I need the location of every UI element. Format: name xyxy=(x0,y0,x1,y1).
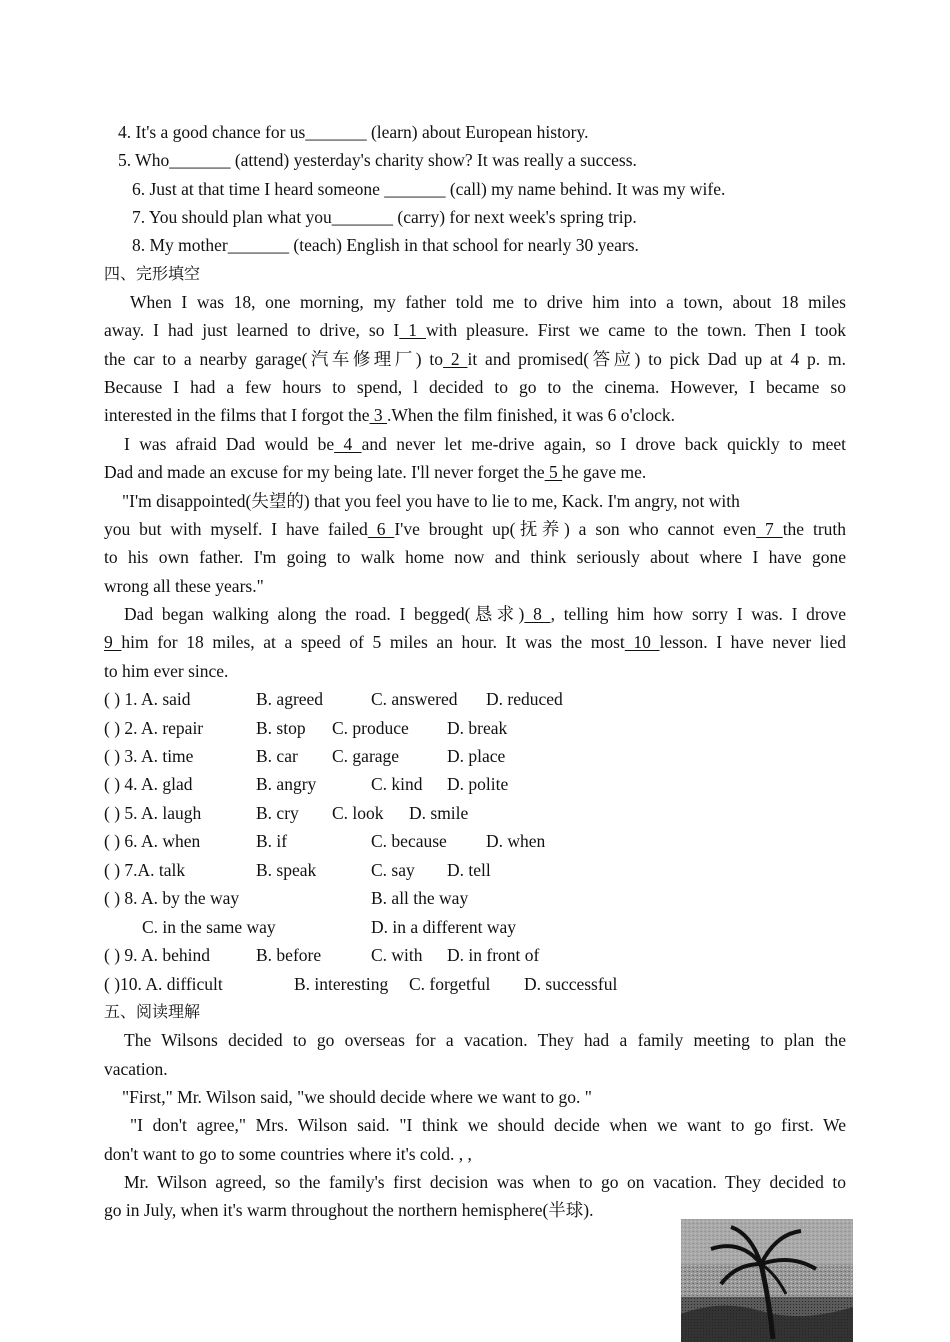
option-c: C. say xyxy=(371,860,415,880)
palm-tree-image xyxy=(681,1219,853,1342)
option-b: B. speak xyxy=(256,860,317,880)
option-b: B. interesting xyxy=(294,974,389,994)
cloze-line: the car to a nearby garage(汽车修理厂) to 2 it and promised(答应) to pick Dad up at 4 p. m. xyxy=(104,349,847,369)
section-4-title: 四、完形填空 xyxy=(104,264,201,283)
blank-9[interactable]: 9 xyxy=(104,632,122,652)
reading-line: Mr. Wilson agreed, so the family's first decision was when to go on vacation. They decided to xyxy=(124,1172,846,1192)
option-b: B. angry xyxy=(256,774,317,794)
blank-6[interactable]: 6 xyxy=(367,519,395,539)
cloze-line: to him ever since. xyxy=(104,661,229,681)
exercise-item-7: 7. You should plan what you_______ (carry) for next week's spring trip. xyxy=(132,207,637,227)
reading-line: don't want to go to some countries where it's cold. , , xyxy=(104,1144,472,1164)
section-5-title: 五、阅读理解 xyxy=(104,1002,201,1021)
option-c: C. forgetful xyxy=(409,974,491,994)
option-d: D. smile xyxy=(409,803,469,823)
option-c: C. kind xyxy=(371,774,423,794)
blank-8[interactable]: 8 xyxy=(524,604,551,624)
option-b: B. cry xyxy=(256,803,299,823)
reading-line: vacation. xyxy=(104,1059,168,1079)
option-b: B. car xyxy=(256,746,298,766)
option-a: ( ) 1. A. said xyxy=(104,689,191,709)
option-d: D. polite xyxy=(447,774,509,794)
option-d: D. tell xyxy=(447,860,491,880)
option-c: C. because xyxy=(371,831,447,851)
option-a: ( ) 6. A. when xyxy=(104,831,201,851)
reading-line: "I don't agree," Mrs. Wilson said. "I think we should decide when we want to go first. We xyxy=(130,1115,846,1135)
blank-5[interactable]: 5 xyxy=(544,462,563,482)
option-d: D. in a different way xyxy=(371,917,516,937)
option-b: B. stop xyxy=(256,718,306,738)
option-a: ( ) 8. A. by the way xyxy=(104,888,240,908)
exercise-item-4: 4. It's a good chance for us_______ (learn) about European history. xyxy=(118,122,589,142)
option-a: ( ) 3. A. time xyxy=(104,746,194,766)
option-b: B. before xyxy=(256,945,322,965)
option-c: C. in the same way xyxy=(142,917,276,937)
cloze-line: wrong all these years." xyxy=(104,576,264,596)
cloze-line: to his own father. I'm going to walk home now and think seriously about where I have gone xyxy=(104,547,846,567)
option-d: D. in front of xyxy=(447,945,540,965)
reading-line: The Wilsons decided to go overseas for a vacation. They had a family meeting to plan the xyxy=(124,1030,846,1050)
cloze-line: Dad and made an excuse for my being late. I'll never forget the 5 he gave me. xyxy=(104,462,647,482)
option-c: C. produce xyxy=(332,718,409,738)
exercise-item-5: 5. Who_______ (attend) yesterday's charity show? It was really a success. xyxy=(118,150,637,170)
option-d: D. place xyxy=(447,746,506,766)
exercise-item-6: 6. Just at that time I heard someone _______ (call) my name behind. It was my wife. xyxy=(132,179,726,199)
blank-7[interactable]: 7 xyxy=(756,519,783,539)
cloze-line: I was afraid Dad would be 4 and never let me-drive again, so I drove back quickly to meet xyxy=(124,434,847,454)
option-d: D. break xyxy=(447,718,508,738)
option-c: C. garage xyxy=(332,746,400,766)
cloze-line: "I'm disappointed(失望的) that you feel you have to lie to me, Kack. I'm angry, not with xyxy=(122,491,740,511)
cloze-line: Because I had a few hours to spend, l decided to go to the cinema. However, I became so xyxy=(104,377,846,397)
option-c: C. answered xyxy=(371,689,458,709)
blank-3[interactable]: 3 xyxy=(369,405,388,425)
exercise-item-8: 8. My mother_______ (teach) English in that school for nearly 30 years. xyxy=(132,235,639,255)
reading-line: "First," Mr. Wilson said, "we should decide where we want to go. " xyxy=(122,1087,592,1107)
option-a: ( ) 7.A. talk xyxy=(104,860,186,880)
cloze-line: 9 him for 18 miles, at a speed of 5 miles an hour. It was the most 10 lesson. I have never lied xyxy=(104,632,847,652)
blank-1[interactable]: 1 xyxy=(399,320,426,340)
option-b: B. if xyxy=(256,831,288,851)
option-d: D. successful xyxy=(524,974,618,994)
option-b: B. agreed xyxy=(256,689,324,709)
option-c: C. with xyxy=(371,945,423,965)
option-d: D. when xyxy=(486,831,546,851)
option-a: ( ) 2. A. repair xyxy=(104,718,204,738)
option-b: B. all the way xyxy=(371,888,469,908)
blank-10[interactable]: 10 xyxy=(624,632,660,652)
option-a: ( )10. A. difficult xyxy=(104,974,223,994)
option-c: C. look xyxy=(332,803,384,823)
option-a: ( ) 9. A. behind xyxy=(104,945,210,965)
option-d: D. reduced xyxy=(486,689,563,709)
cloze-line: Dad began walking along the road. I begged(恳求) 8 , telling him how sorry I was. I drove xyxy=(124,604,846,624)
cloze-line: away. I had just learned to drive, so I 1 with pleasure. First we came to the town. Then I took xyxy=(104,320,847,340)
reading-line: go in July, when it's warm throughout the northern hemisphere(半球). xyxy=(104,1200,594,1220)
option-a: ( ) 4. A. glad xyxy=(104,774,193,794)
cloze-line: When I was 18, one morning, my father told me to drive him into a town, about 18 miles xyxy=(130,292,846,312)
cloze-line: interested in the films that I forgot the 3 .When the film finished, it was 6 o'clock. xyxy=(104,405,675,425)
option-a: ( ) 5. A. laugh xyxy=(104,803,202,823)
blank-4[interactable]: 4 xyxy=(334,434,362,454)
cloze-line: you but with myself. I have failed 6 I've brought up(抚养) a son who cannot even 7 the truth xyxy=(104,519,847,539)
palm-tree-icon xyxy=(681,1219,853,1342)
blank-2[interactable]: 2 xyxy=(443,349,468,369)
